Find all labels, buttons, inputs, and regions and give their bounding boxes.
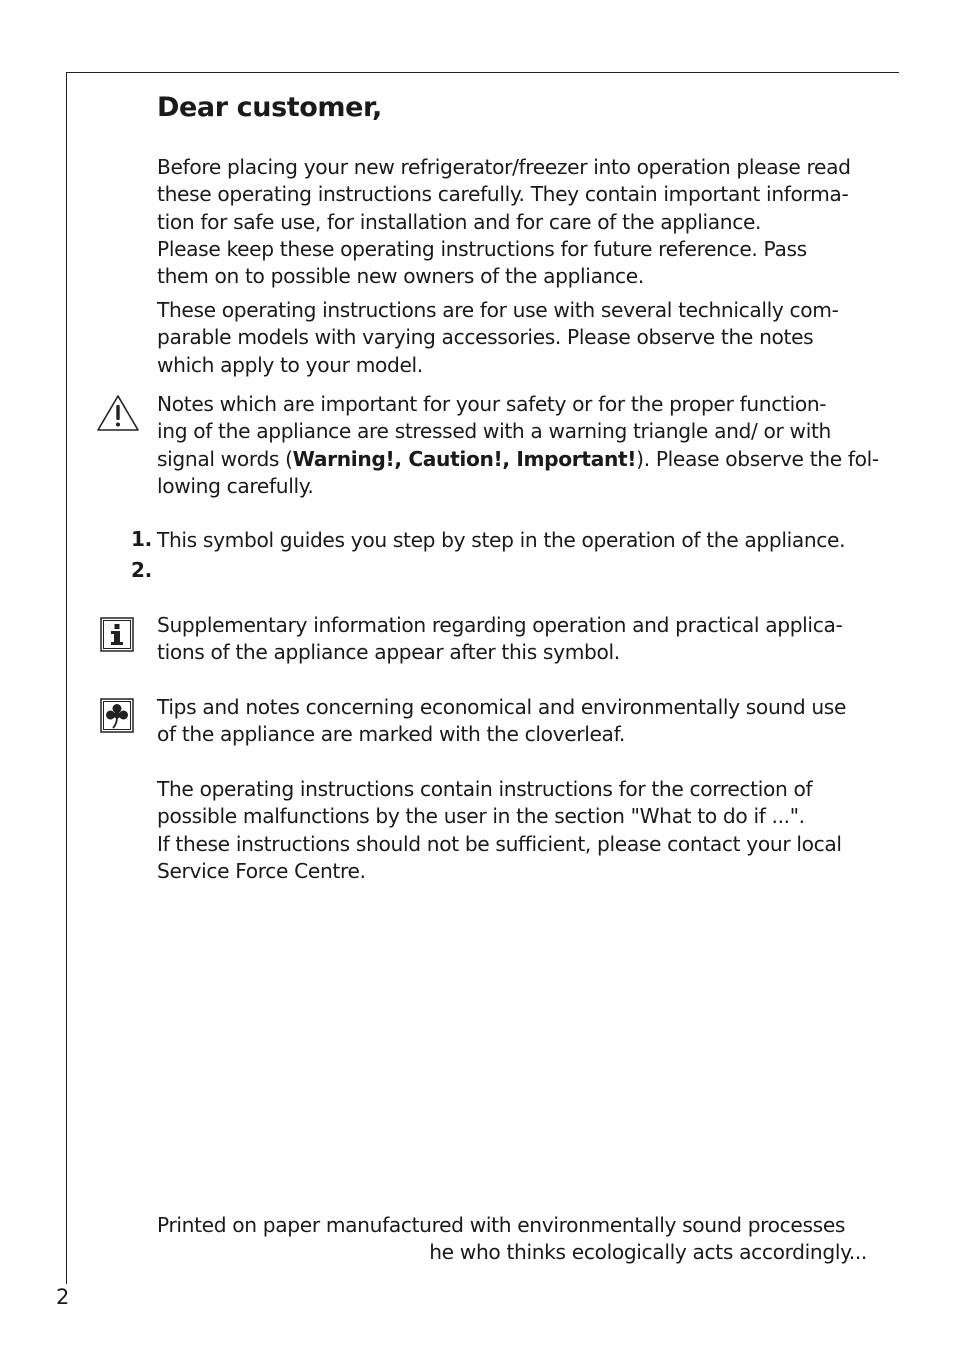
cloverleaf-icon: [100, 698, 134, 733]
top-rule: [66, 72, 899, 73]
left-rule: [66, 72, 67, 1284]
info-paragraph: Supplementary information regarding operation and practical applica- tions of the appliance appear after this symbol.: [157, 613, 843, 665]
warning-triangle-icon: [95, 393, 141, 433]
eco-paragraph: Tips and notes concerning economical and environmentally sound use of the appliance are marked with the cloverleaf.: [157, 695, 847, 747]
signal-words: Warning!, Caution!, Important!: [292, 446, 637, 471]
step-description: This symbol guides you step by step in the operation of the appliance.: [157, 528, 846, 552]
intro-paragraph: Before placing your new refrigerator/freezer into operation please read these operating instructions carefully. They contain important informa- tion for safe use, for installation and for care of the appliance. Please keep these operating instructions for future reference. Pass them on to possible new owners of the appliance.: [157, 155, 851, 289]
footer-note: Printed on paper manufactured with environmentally sound processes he who thinks ecologically acts accordingly...: [157, 1213, 867, 1265]
warning-paragraph: Notes which are important for your safety or for the proper function- ing of the appliance are stressed with a warning triangle and/ or with signal words (Warning!, Caution!, Important!). Please observe the fol- lowing carefully.: [157, 392, 879, 498]
malfunctions-paragraph: The operating instructions contain instructions for the correction of possible malfunctions by the user in the section "What to do if ...". If these instructions should not be sufficient, please contact your local Service Force Centre.: [157, 777, 842, 883]
page-title: Dear customer,: [157, 92, 382, 123]
info-icon: [100, 617, 134, 652]
step-number-2: 2.: [131, 558, 152, 582]
step-number-1: 1.: [131, 527, 152, 551]
page-number: 2: [56, 1285, 70, 1309]
models-paragraph: These operating instructions are for use with several technically com- parable models with varying accessories. Please observe the notes which apply to your model.: [157, 298, 839, 377]
